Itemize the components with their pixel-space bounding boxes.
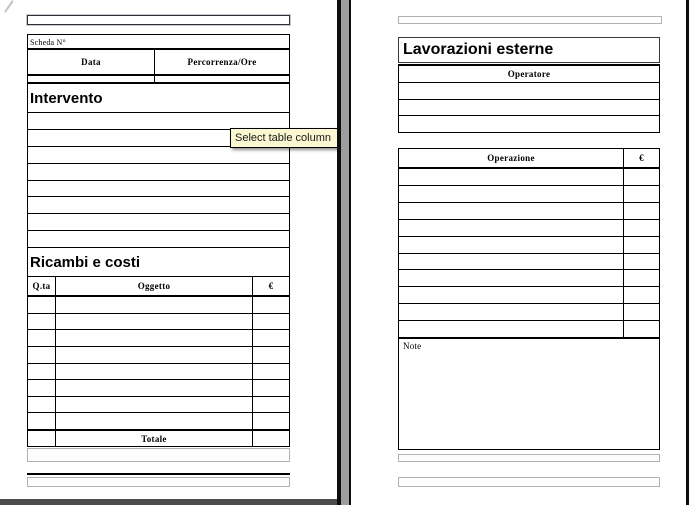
tooltip-text: Select table column	[235, 132, 331, 144]
ricambi-table	[27, 276, 290, 447]
operazione-cell[interactable]	[399, 237, 623, 253]
distance-header-label: Percorrenza/Ore	[187, 56, 257, 67]
intervento-heading	[27, 84, 290, 112]
left-page	[0, 0, 337, 499]
operazione-cell[interactable]	[399, 287, 623, 303]
ricambi-title[interactable]: Ricambi e costi	[30, 253, 141, 271]
right-page	[351, 0, 686, 505]
totale-label-cell[interactable]	[55, 431, 252, 446]
operazione-cell[interactable]	[399, 270, 623, 286]
ricambi-rows	[28, 295, 289, 429]
operatore-header-cell[interactable]	[399, 66, 659, 82]
qty-cell[interactable]	[28, 297, 55, 313]
intervento-title[interactable]: Intervento	[30, 89, 103, 107]
operazioni-row	[399, 286, 659, 303]
ricambi-header-row	[28, 277, 289, 295]
operazione-euro-cell[interactable]	[623, 287, 659, 303]
operazione-euro-cell[interactable]	[623, 254, 659, 270]
operatore-table	[398, 64, 660, 133]
operazione-cell[interactable]	[399, 203, 623, 219]
operatore-row[interactable]	[399, 83, 659, 99]
intervento-row[interactable]	[28, 113, 289, 129]
operazioni-row	[399, 202, 659, 219]
intervento-row[interactable]	[28, 146, 289, 163]
euro-cell[interactable]	[252, 397, 289, 413]
operatore-rows	[399, 82, 659, 132]
operazione-euro-cell[interactable]	[623, 203, 659, 219]
qty-cell[interactable]	[28, 347, 55, 363]
intervento-row[interactable]	[28, 196, 289, 213]
ricambi-row	[28, 412, 289, 429]
qty-header-cell[interactable]	[28, 277, 55, 295]
qty-cell[interactable]	[28, 330, 55, 346]
intervento-row[interactable]	[28, 213, 289, 230]
operatore-row[interactable]	[399, 115, 659, 132]
operazione-euro-cell[interactable]	[623, 169, 659, 185]
euro-cell[interactable]	[252, 314, 289, 330]
ricambi-row	[28, 396, 289, 413]
date-header-cell[interactable]	[28, 50, 154, 74]
object-cell[interactable]	[55, 364, 252, 380]
operazioni-row	[399, 236, 659, 253]
operazione-header-cell[interactable]	[399, 149, 623, 167]
operazione-euro-cell[interactable]	[623, 237, 659, 253]
footer-text-frame-2[interactable]	[27, 477, 290, 487]
operazione-cell[interactable]	[399, 254, 623, 270]
scheda-number-cell[interactable]	[28, 35, 289, 50]
euro-cell[interactable]	[252, 413, 289, 429]
euro-header-label: €	[268, 281, 274, 291]
intervento-row[interactable]	[28, 180, 289, 197]
footer-text-frame-1[interactable]	[27, 448, 290, 462]
operazione-cell[interactable]	[399, 186, 623, 202]
qty-cell[interactable]	[28, 364, 55, 380]
totale-row	[28, 429, 289, 446]
ricambi-row	[28, 363, 289, 380]
operazioni-row	[399, 169, 659, 185]
object-cell[interactable]	[55, 380, 252, 396]
note-box[interactable]	[398, 338, 660, 450]
euro-cell[interactable]	[252, 380, 289, 396]
select-table-column-tooltip	[230, 128, 341, 148]
operazione-cell[interactable]	[399, 220, 623, 236]
distance-value-cell[interactable]	[154, 76, 289, 83]
operazioni-euro-header-label: €	[639, 153, 644, 163]
ricambi-row	[28, 313, 289, 330]
qty-cell[interactable]	[28, 413, 55, 429]
right-page-edge	[686, 0, 689, 505]
intervento-row[interactable]	[28, 230, 289, 247]
ricambi-row	[28, 329, 289, 346]
operazioni-row	[399, 269, 659, 286]
ricambi-row	[28, 379, 289, 396]
operazioni-rows	[399, 167, 659, 337]
right-footer-text-frame-2[interactable]	[398, 477, 660, 487]
date-header-row	[28, 50, 289, 76]
operazioni-row	[399, 219, 659, 236]
operazioni-table	[398, 148, 660, 338]
qty-cell[interactable]	[28, 380, 55, 396]
object-header-label: Oggetto	[137, 281, 171, 291]
date-value-cell[interactable]	[28, 76, 154, 83]
left-page-bottom-shadow	[0, 499, 338, 505]
page-corner-mark	[0, 0, 14, 13]
object-cell[interactable]	[55, 297, 252, 313]
euro-cell[interactable]	[252, 364, 289, 380]
operazione-euro-cell[interactable]	[623, 304, 659, 320]
object-cell[interactable]	[55, 347, 252, 363]
operazione-cell[interactable]	[399, 169, 623, 185]
operazioni-row	[399, 253, 659, 270]
lavorazioni-heading	[398, 37, 660, 63]
operatore-header-label: Operatore	[507, 69, 551, 79]
qty-cell[interactable]	[28, 397, 55, 413]
operazione-cell[interactable]	[399, 304, 623, 320]
operatore-row[interactable]	[399, 99, 659, 116]
operazione-cell[interactable]	[399, 321, 623, 337]
ricambi-row	[28, 346, 289, 363]
distance-header-cell[interactable]	[154, 50, 289, 74]
euro-cell[interactable]	[252, 297, 289, 313]
operazioni-row	[399, 320, 659, 337]
lavorazioni-title[interactable]: Lavorazioni esterne	[403, 41, 554, 58]
operazioni-row	[399, 185, 659, 202]
operazione-euro-cell[interactable]	[623, 321, 659, 337]
scheda-table	[27, 34, 290, 84]
object-cell[interactable]	[55, 397, 252, 413]
object-cell[interactable]	[55, 330, 252, 346]
intervento-row[interactable]	[28, 163, 289, 180]
operazioni-row	[399, 303, 659, 320]
euro-header-cell[interactable]	[252, 277, 289, 295]
right-header-text-frame[interactable]	[398, 16, 662, 24]
object-cell[interactable]	[55, 413, 252, 429]
header-text-frame[interactable]	[27, 15, 290, 25]
date-header-label: Data	[81, 56, 101, 67]
qty-cell[interactable]	[28, 314, 55, 330]
object-header-cell[interactable]	[55, 277, 252, 295]
totale-qty-cell[interactable]	[28, 431, 55, 446]
totale-euro-cell[interactable]	[252, 431, 289, 446]
operazione-euro-cell[interactable]	[623, 220, 659, 236]
operazione-header-label: Operazione	[487, 153, 535, 163]
operazione-euro-cell[interactable]	[623, 186, 659, 202]
euro-cell[interactable]	[252, 347, 289, 363]
page-gutter	[337, 0, 351, 505]
ricambi-row	[28, 297, 289, 313]
right-footer-text-frame-1[interactable]	[398, 454, 660, 462]
euro-cell[interactable]	[252, 330, 289, 346]
operazioni-header-row	[399, 149, 659, 167]
note-label: Note	[403, 341, 422, 351]
ricambi-heading	[27, 248, 290, 276]
totale-label: Totale	[141, 433, 167, 444]
date-value-row	[28, 76, 289, 83]
footer-separator-line	[27, 473, 290, 475]
operazioni-euro-header-cell[interactable]	[623, 149, 659, 167]
object-cell[interactable]	[55, 314, 252, 330]
scheda-number-label: Scheda N°	[30, 38, 66, 47]
qty-header-label: Q.ta	[32, 281, 51, 291]
operazione-euro-cell[interactable]	[623, 270, 659, 286]
